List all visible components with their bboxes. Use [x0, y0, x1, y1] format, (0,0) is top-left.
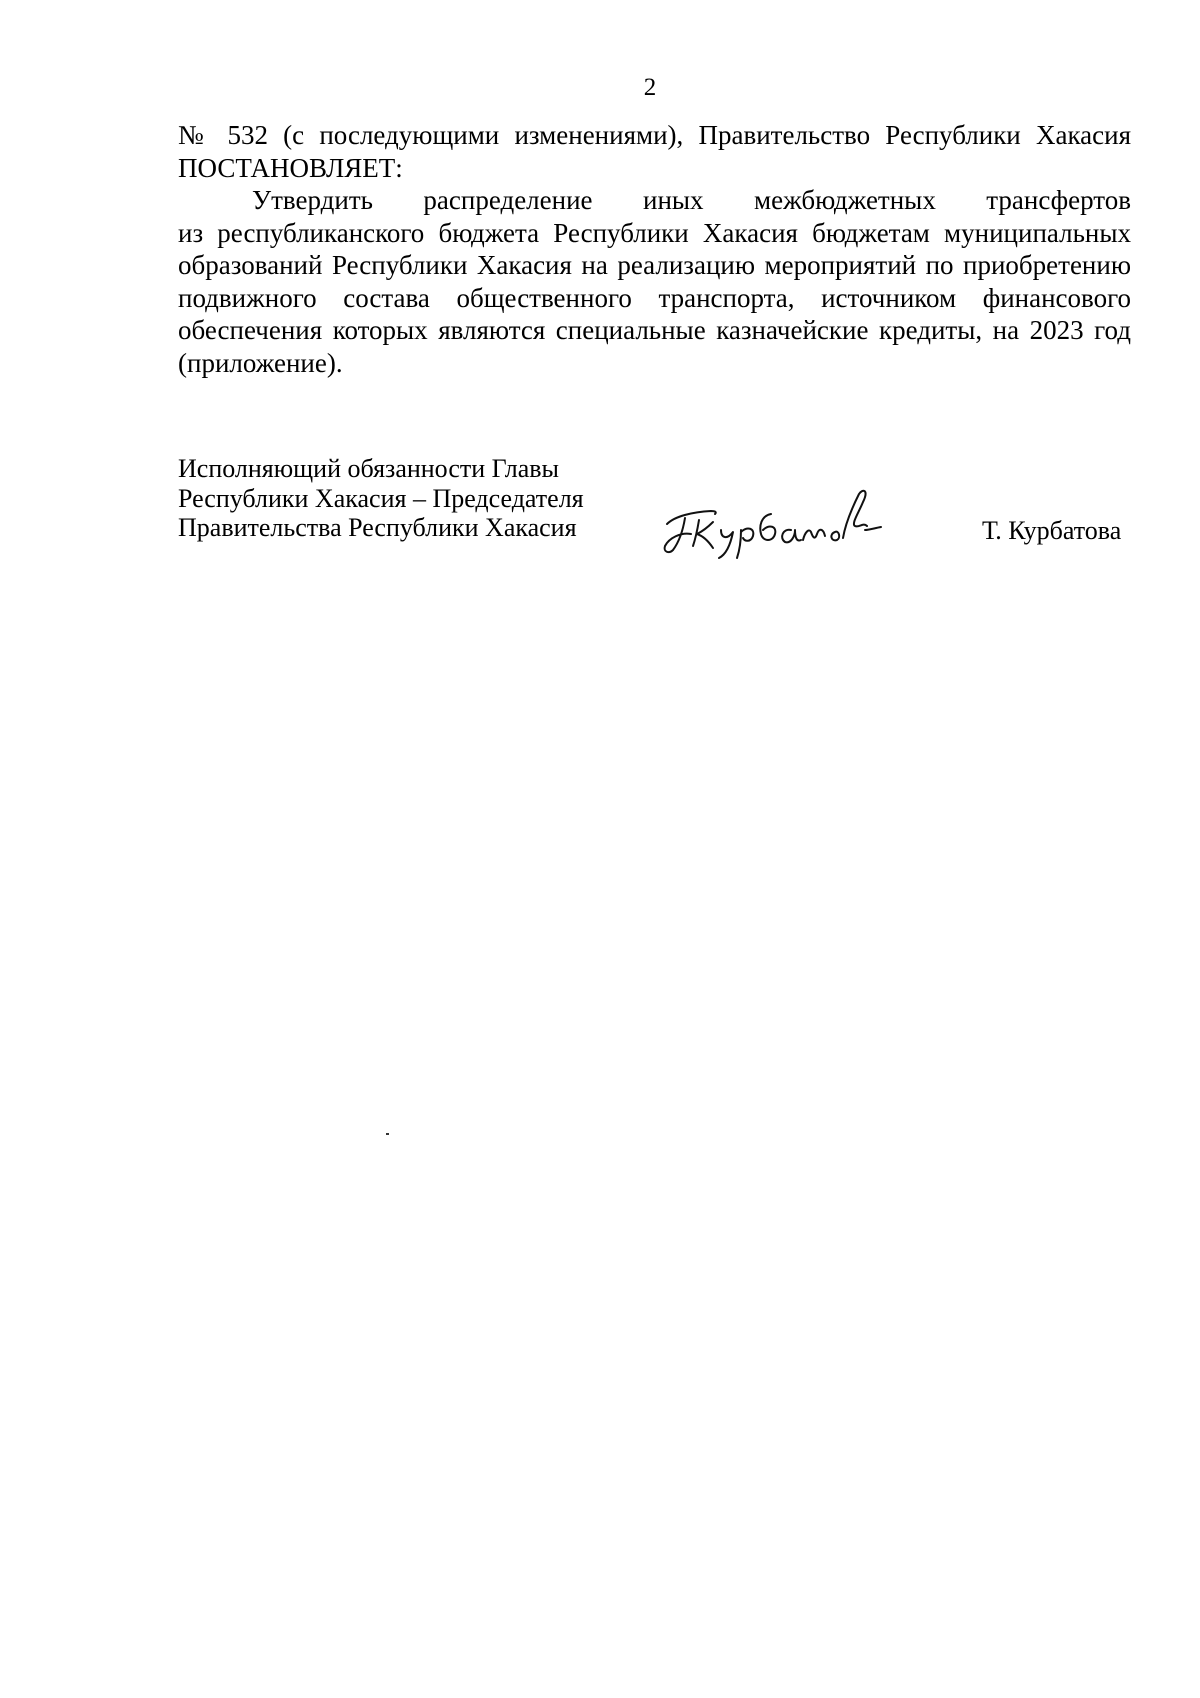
signatory-title [178, 454, 584, 543]
document-body [178, 119, 1131, 379]
handwritten-signature [655, 480, 885, 560]
scan-speck [386, 1133, 389, 1135]
body-line: подвижного состава общественного транспорта, источником финансового [178, 282, 1131, 313]
page-number: 2 [643, 74, 657, 101]
signatory-title-line: Правительства Республики Хакасия [178, 513, 577, 542]
body-line: из республиканского бюджета Республики Хакасия бюджетам муниципальных [178, 217, 1131, 248]
signatory-title-line: Исполняющий обязанности Главы [178, 454, 559, 483]
body-line: образований Республики Хакасия на реализацию мероприятий по приобретению [178, 250, 1131, 280]
body-line: Утвердить распределение иных межбюджетных трансфертов [252, 185, 1131, 215]
body-line: ПОСТАНОВЛЯЕТ: [178, 152, 403, 183]
body-line: № 532 (с последующими изменениями), Правительство Республики Хакасия [178, 120, 1131, 150]
signatory-title-line: Республики Хакасия – Председателя [178, 483, 584, 513]
body-line: обеспечения которых являются специальные казначейские кредиты, на 2023 год [178, 315, 1131, 345]
signer-name: Т. Курбатова [982, 516, 1122, 545]
body-line: (приложение). [178, 347, 343, 378]
